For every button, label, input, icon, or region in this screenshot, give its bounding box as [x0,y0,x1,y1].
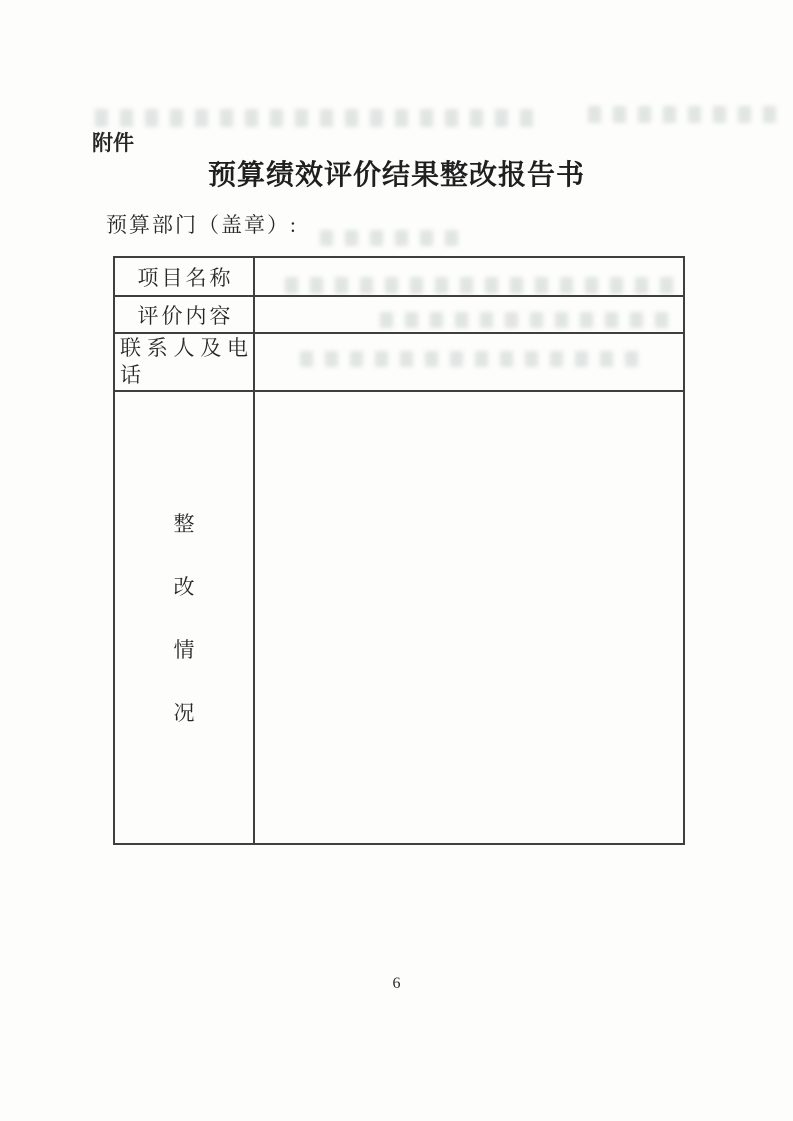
row-label-rectification-status [114,391,254,844]
row-value-contact-phone [254,333,684,391]
rectification-report-table [113,256,685,845]
bleedthrough-smudge [320,230,465,246]
row-value-evaluation-content [254,296,684,333]
attachment-label: 附件 [92,132,134,155]
contact-phone-label-text: 联 系 人 及 电 话 [120,336,248,387]
table-row-project-name [114,257,684,296]
bleedthrough-smudge [588,106,778,123]
bleedthrough-smudge [95,109,535,127]
table-row-rectification-status [114,391,684,844]
table-row-evaluation-content [114,296,684,333]
row-label-contact-phone [114,333,254,391]
department-seal-line: 预算部门（盖章）: [106,213,298,237]
row-value-project-name [254,257,684,296]
row-value-rectification-status [254,391,684,844]
row-label-evaluation-content: 评价内容 [114,296,254,333]
rectification-status-label-text: 整 改 情 况 [173,512,195,725]
page-number: 6 [392,975,401,992]
table-row-contact-phone [114,333,684,391]
row-label-project-name: 项目名称 [114,257,254,296]
page-title: 预算绩效评价结果整改报告书 [207,160,585,191]
